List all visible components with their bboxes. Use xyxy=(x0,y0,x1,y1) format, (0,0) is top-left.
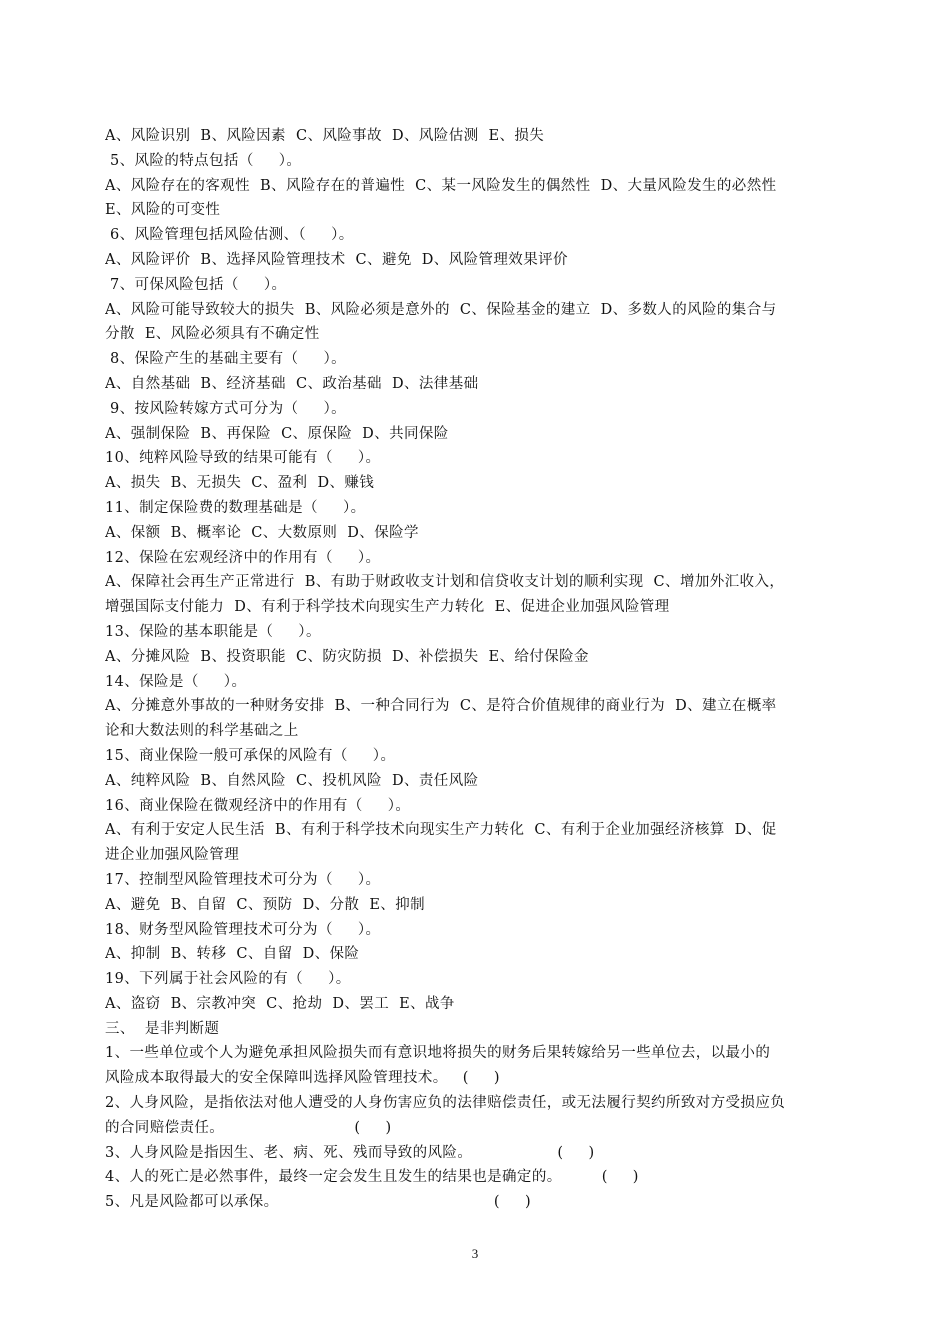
text-line: A、盗窃 B、宗教冲突 C、抢劫 D、罢工 E、战争 xyxy=(105,995,455,1012)
text-line: E、风险的可变性 xyxy=(105,202,221,219)
text-line: 12、保险在宏观经济中的作用有（ ）。 xyxy=(105,549,381,566)
text-line: 15、商业保险一般可承保的风险有（ ）。 xyxy=(105,747,396,764)
text-line: 4、人的死亡是必然事件，最终一定会发生且发生的结果也是确定的。 ( ) xyxy=(105,1169,639,1186)
text-line: 5、凡是风险都可以承保。 ( ) xyxy=(105,1194,532,1211)
text-line: 17、控制型风险管理技术可分为（ ）。 xyxy=(105,871,381,888)
text-line: 的合同赔偿责任。 ( ) xyxy=(105,1119,392,1136)
text-line: 6、风险管理包括风险估测、（ ）。 xyxy=(105,227,354,244)
text-line: 13、保险的基本职能是（ ）。 xyxy=(105,623,321,640)
text-line: A、风险评价 B、选择风险管理技术 C、避免 D、风险管理效果评价 xyxy=(105,251,568,268)
text-line: 7、可保风险包括（ ）。 xyxy=(105,276,287,293)
text-line: 1、一些单位或个人为避免承担风险损失而有意识地将损失的财务后果转嫁给另一些单位去，以最小的 xyxy=(105,1045,771,1062)
text-line: A、避免 B、自留 C、预防 D、分散 E、抑制 xyxy=(105,896,426,913)
text-line: 10、纯粹风险导致的结果可能有（ ）。 xyxy=(105,450,381,467)
text-line: 9、按风险转嫁方式可分为（ ）。 xyxy=(105,400,347,417)
text-line: A、自然基础 B、经济基础 C、政治基础 D、法律基础 xyxy=(105,375,479,392)
text-line: 18、财务型风险管理技术可分为（ ）。 xyxy=(105,921,381,938)
text-line: A、风险可能导致较大的损失 B、风险必须是意外的 C、保险基金的建立 D、多数人的风险的集合与 xyxy=(105,301,777,318)
text-line: A、纯粹风险 B、自然风险 C、投机风险 D、责任风险 xyxy=(105,772,479,789)
text-line: 三、 是非判断题 xyxy=(105,1020,220,1037)
text-line: A、风险识别 B、风险因素 C、风险事故 D、风险估测 E、损失 xyxy=(105,128,545,144)
document-body xyxy=(105,124,850,1215)
text-line: 16、商业保险在微观经济中的作用有（ ）。 xyxy=(105,797,411,814)
text-line: A、抑制 B、转移 C、自留 D、保险 xyxy=(105,946,360,963)
text-line: A、分摊风险 B、投资职能 C、防灾防损 D、补偿损失 E、给付保险金 xyxy=(105,648,589,665)
text-line: A、保障社会再生产正常进行 B、有助于财政收支计划和信贷收支计划的顺利实现 C、增加外汇收入， xyxy=(105,574,785,591)
text-line: 论和大数法则的科学基础之上 xyxy=(105,723,299,740)
text-line: 分散 E、风险必须具有不确定性 xyxy=(105,326,320,343)
text-line: 进企业加强风险管理 xyxy=(105,847,240,864)
page-number: 3 xyxy=(471,1246,479,1261)
text-line: A、分摊意外事故的一种财务安排 B、一种合同行为 C、是符合价值规律的商业行为 D、建立在概率 xyxy=(105,698,777,715)
text-line: 14、保险是（ ）。 xyxy=(105,673,247,690)
text-line: A、强制保险 B、再保险 C、原保险 D、共同保险 xyxy=(105,425,449,442)
text-line: 8、保险产生的基础主要有（ ）。 xyxy=(105,351,347,368)
text-line: 19、下列属于社会风险的有（ ）。 xyxy=(105,971,351,988)
text-line: A、保额 B、概率论 C、大数原则 D、保险学 xyxy=(105,524,419,541)
text-line: 2、人身风险，是指依法对他人遭受的人身伤害应负的法律赔偿责任，或无法履行契约所致对方受损应负 xyxy=(105,1095,786,1112)
text-line: 5、风险的特点包括（ ）。 xyxy=(105,152,302,169)
text-line: 增强国际支付能力 D、有利于科学技术向现实生产力转化 E、促进企业加强风险管理 xyxy=(105,599,670,616)
text-line: 3、人身风险是指因生、老、病、死、残而导致的风险。 ( ) xyxy=(105,1144,595,1161)
text-line: 11、制定保险费的数理基础是（ ）。 xyxy=(105,499,366,516)
text-line: A、有利于安定人民生活 B、有利于科学技术向现实生产力转化 C、有利于企业加强经济核算 D、促 xyxy=(105,822,777,839)
text-line: 风险成本取得最大的安全保障叫选择风险管理技术。 ( ) xyxy=(105,1070,500,1087)
text-line: A、损失 B、无损失 C、盈利 D、赚钱 xyxy=(105,475,375,492)
text-line: A、风险存在的客观性 B、风险存在的普遍性 C、某一风险发生的偶然性 D、大量风险发生的必然性 xyxy=(105,177,777,194)
